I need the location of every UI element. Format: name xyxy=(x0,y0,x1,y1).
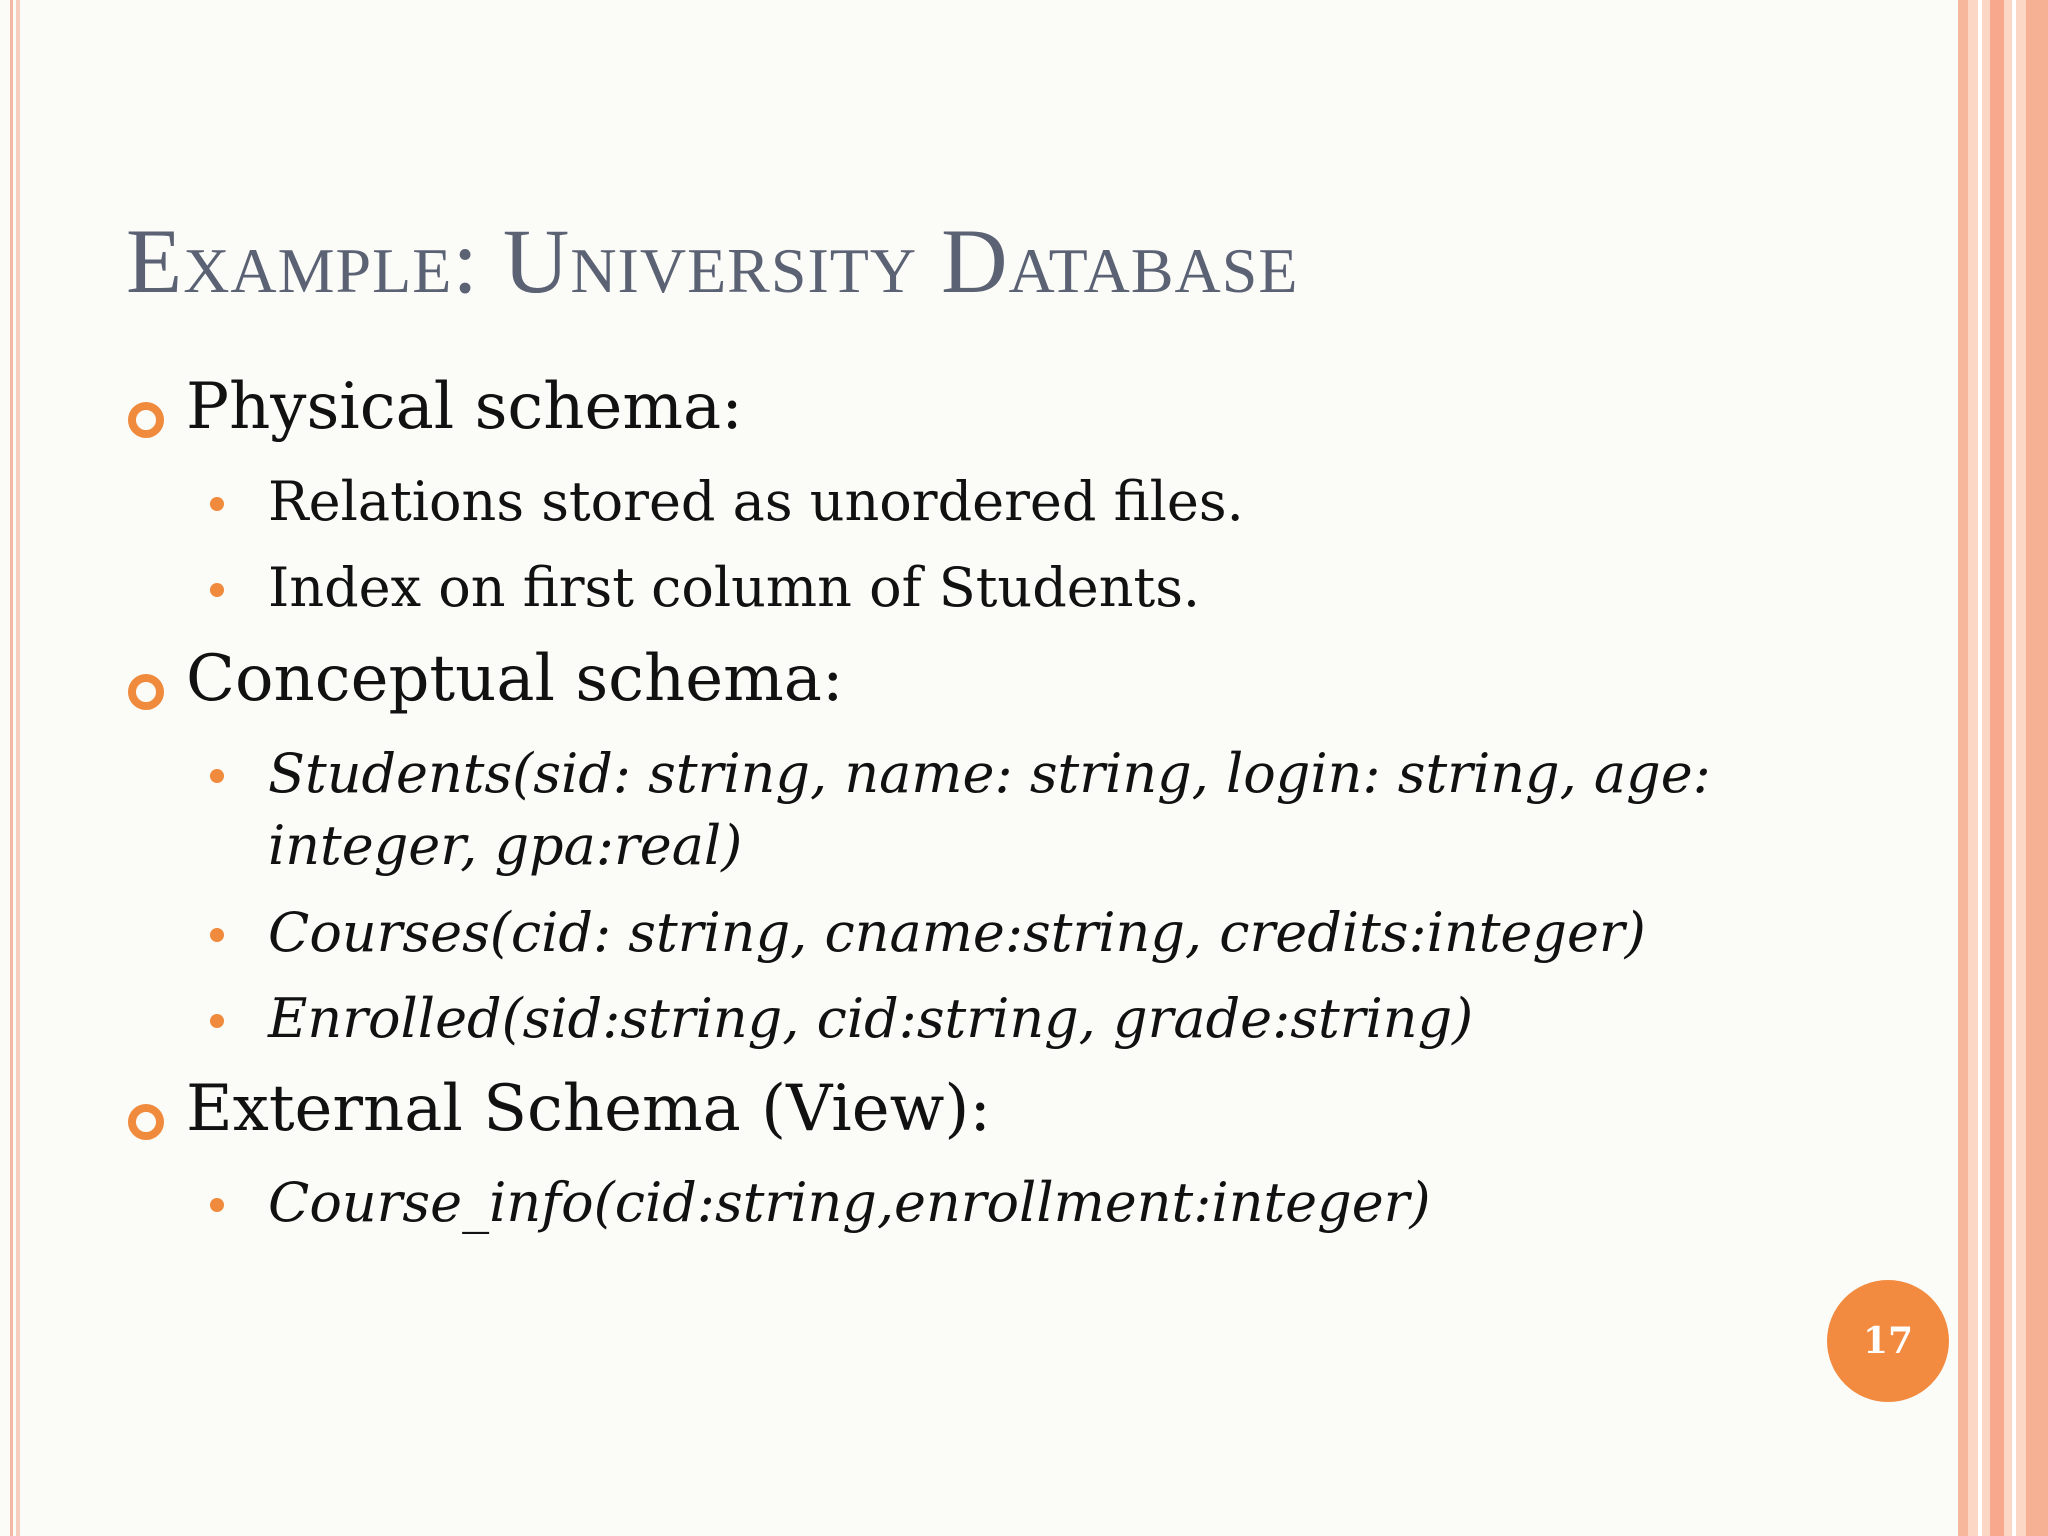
dot-bullet-icon xyxy=(210,1198,224,1212)
list-item: Students(sid: string, name: string, login: string, age: xyxy=(268,742,1711,805)
page-number-badge: 17 xyxy=(1827,1280,1949,1402)
right-border-gap xyxy=(2012,0,2016,1536)
list-item-continuation: integer, gpa:real) xyxy=(268,814,743,877)
right-border-gap xyxy=(1978,0,1982,1536)
list-item: Enrolled(sid:string, cid:string, grade:string) xyxy=(268,987,1474,1050)
right-border-line xyxy=(1958,0,1968,1536)
list-item: Course_info(cid:string,enrollment:integer) xyxy=(268,1171,1431,1234)
dot-bullet-icon xyxy=(210,769,224,783)
ring-bullet-icon xyxy=(128,674,164,710)
ring-bullet-icon xyxy=(128,402,164,438)
dot-bullet-icon xyxy=(210,497,224,511)
right-border-line xyxy=(1990,0,2004,1536)
section-heading-physical: Physical schema: xyxy=(186,370,743,444)
dot-bullet-icon xyxy=(210,1014,224,1028)
slide-title: Example: University Database xyxy=(126,210,1299,312)
ring-bullet-icon xyxy=(128,1104,164,1140)
section-heading-conceptual: Conceptual schema: xyxy=(186,642,844,716)
list-item: Courses(cid: string, cname:string, credits:integer) xyxy=(268,901,1646,964)
dot-bullet-icon xyxy=(210,928,224,942)
left-border-stripe xyxy=(10,0,13,1536)
list-item: Relations stored as unordered files. xyxy=(268,470,1244,533)
dot-bullet-icon xyxy=(210,583,224,597)
list-item: Index on first column of Students. xyxy=(268,556,1201,619)
section-heading-external: External Schema (View): xyxy=(186,1072,991,1146)
left-border-stripe-inner xyxy=(16,0,20,1536)
right-border-line xyxy=(2026,0,2048,1536)
